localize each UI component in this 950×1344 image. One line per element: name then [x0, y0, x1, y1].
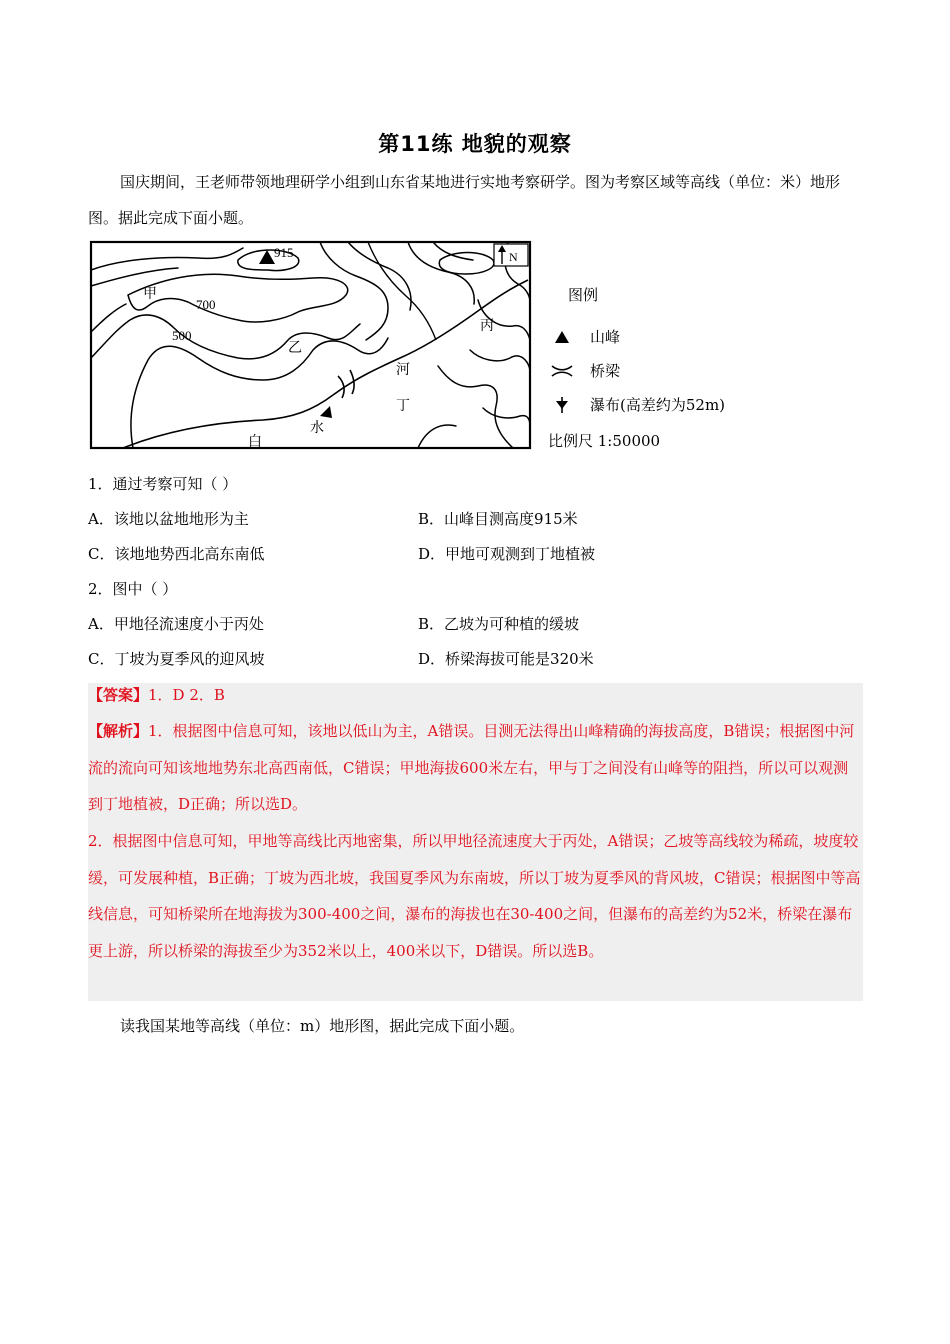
waterfall-icon	[548, 395, 576, 415]
river-char-3: 河	[396, 362, 410, 378]
contour-map	[88, 240, 533, 452]
analysis-tag: 【解析】	[88, 722, 149, 740]
place-ding: 丁	[396, 398, 410, 414]
question-2-option-a: A．甲地径流速度小于丙处	[88, 615, 264, 633]
question-1-option-b: B．山峰目测高度915米	[418, 510, 578, 528]
question-2-option-c: C．丁坡为夏季风的迎风坡	[88, 650, 265, 668]
bridge-icon	[548, 363, 576, 379]
question-1-option-a: A．该地以盆地地形为主	[88, 510, 249, 528]
page-title: 第11练 地貌的观察	[378, 132, 572, 156]
contour-500-label: 500	[172, 328, 192, 343]
analysis-part-1-text: 1．根据图中信息可知，该地以低山为主，A错误。目测无法得出山峰精确的海拔高度，B错误；根据图中河流的流向可知该地地势东北高西南低，C错误；甲地海拔600米左右，甲与丁之间没有山峰等的阻挡，所以可以观测到丁地植被，D正确；所以选D。	[88, 722, 855, 813]
peak-elevation: 915	[274, 245, 294, 260]
legend-item-bridge	[548, 360, 620, 381]
answer-tag: 【答案】	[88, 686, 149, 704]
place-jia: 甲	[143, 286, 157, 302]
river-char-1: 白	[248, 434, 262, 450]
intro-text: 国庆期间，王老师带领地理研学小组到山东省某地进行实地考察研学。图为考察区域等高线（单位：米）地形图。据此完成下面小题。	[88, 173, 841, 227]
legend-item-waterfall	[548, 394, 725, 415]
question-2-option-d: D．桥梁海拔可能是320米	[418, 650, 594, 668]
river-char-2: 水	[310, 420, 324, 436]
contour-700-label: 700	[196, 297, 216, 312]
analysis-part-2: 2．根据图中信息可知，甲地等高线比丙地密集，所以甲地径流速度大于丙处，A错误；乙坡等高线较为稀疏，坡度较缓，可发展种植，B正确；丁坡为西北坡，我国夏季风为东南坡，所以丁坡为夏季风的背风坡，C错误；根据图中等高线信息，可知桥梁所在地海拔为300-400之间，瀑布的海拔也在30-400之间，但瀑布的高差约为52米，桥梁在瀑布更上游，所以桥梁的海拔至少为352米以上，400米以下，D错误。所以选B。	[88, 832, 861, 960]
legend-title: 图例	[568, 286, 599, 304]
legend-bridge-label: 桥梁	[590, 362, 621, 380]
answer-line	[88, 677, 863, 714]
question-1-stem: 1．通过考察可知（ ）	[88, 475, 238, 493]
next-intro-text: 读我国某地等高线（单位：m）地形图，据此完成下面小题。	[120, 1017, 525, 1035]
legend-peak-label: 山峰	[590, 328, 621, 346]
legend-item-peak	[548, 326, 620, 347]
question-2-stem: 2．图中（ ）	[88, 580, 178, 598]
legend-waterfall-label: 瀑布(高差约为52m)	[590, 396, 726, 414]
question-1-option-c: C．该地地势西北高东南低	[88, 545, 265, 563]
analysis-part-1	[88, 713, 863, 823]
place-yi: 乙	[288, 340, 302, 356]
question-2-option-b: B．乙坡为可种植的缓坡	[418, 615, 580, 633]
map-legend	[548, 240, 788, 460]
place-bing: 丙	[480, 318, 494, 334]
north-label: N	[509, 250, 518, 264]
question-1-option-d: D．甲地可观测到丁地植被	[418, 545, 596, 563]
peak-icon	[548, 330, 576, 344]
map-scale: 比例尺 1:50000	[548, 432, 661, 450]
answer-text: 1．D 2．B	[148, 686, 225, 704]
